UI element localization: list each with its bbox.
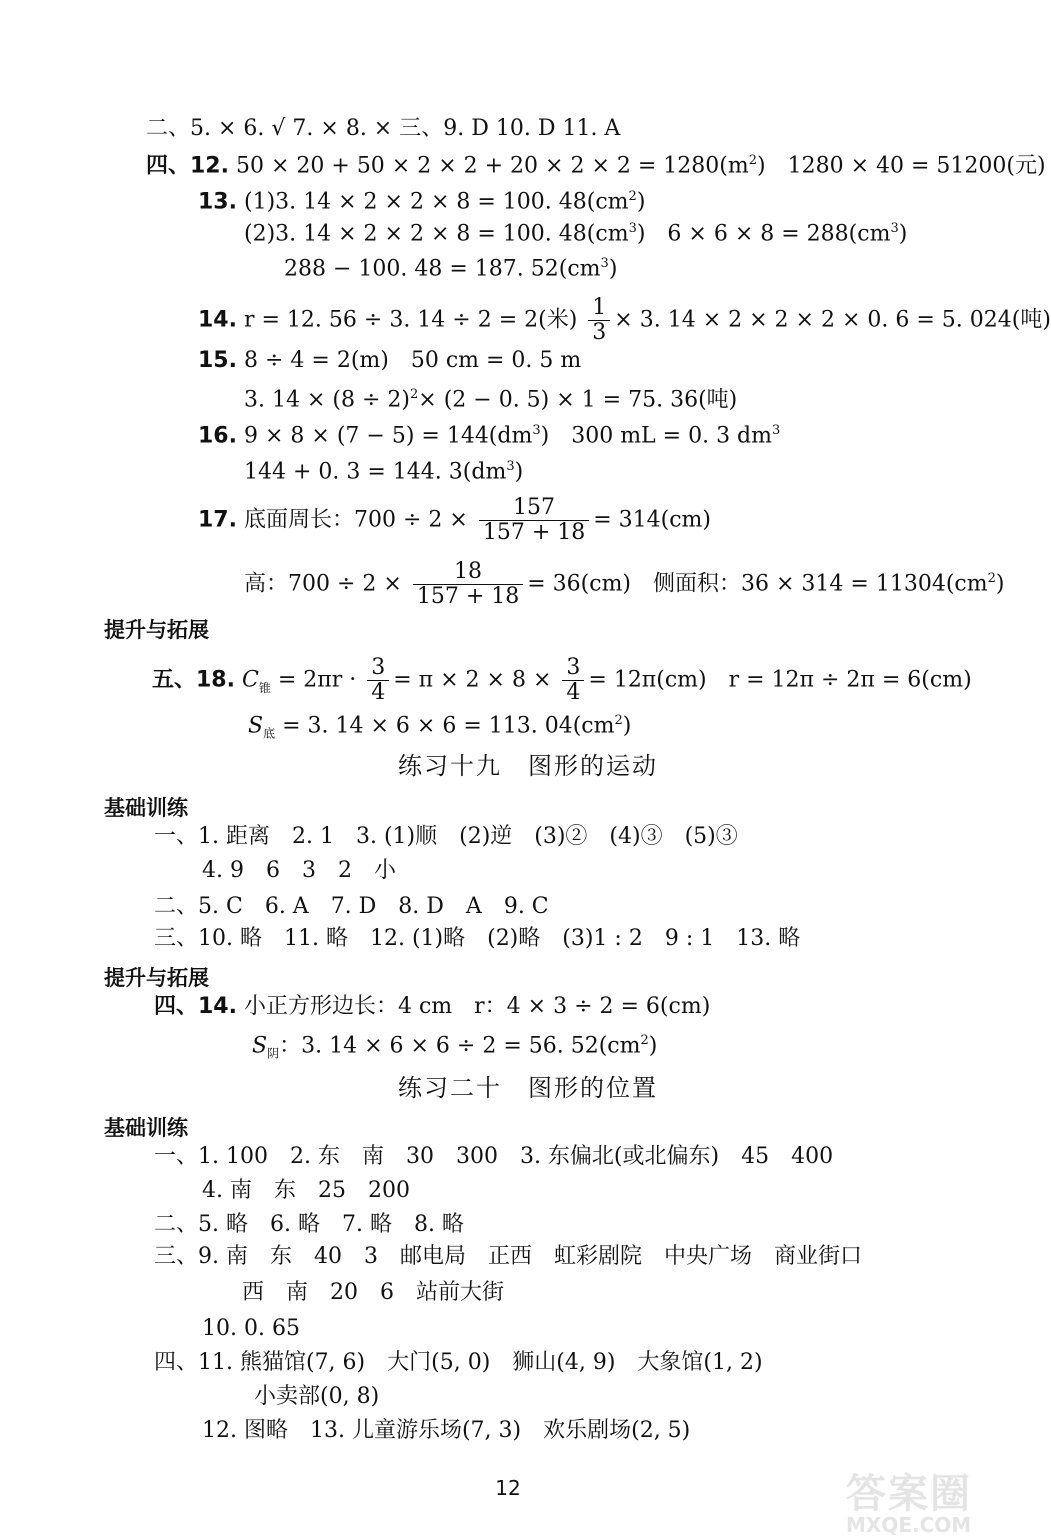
superscript: 2 <box>748 153 758 168</box>
answer-text: 高：700 ÷ 2 × <box>244 571 402 597</box>
superscript: 2 <box>409 387 419 402</box>
answer-text: = 36(cm) 侧面积：36 × 314 = 11304(cm <box>527 571 988 597</box>
denominator: 4 <box>566 680 581 705</box>
answer-text: × 3. 14 × 2 × 2 × 2 × 0. 6 = 5. 024(吨) <box>614 307 1051 333</box>
answer-line <box>198 496 711 545</box>
answer-text: = 3. 14 × 6 × 6 = 113. 04(cm <box>282 713 615 739</box>
answer-line <box>198 182 645 217</box>
answer-text: 小正方形边长：4 cm r：4 × 3 ÷ 2 = 6(cm) <box>243 994 711 1019</box>
section-heading: 基础训练 <box>104 796 188 820</box>
superscript: 3 <box>506 459 515 474</box>
answer-line: 10. 0. 65 <box>202 1316 300 1341</box>
subscript: 锥 <box>258 680 271 695</box>
answer-text: = 12π(cm) r = 12π ÷ 2π = 6(cm) <box>588 667 972 693</box>
answer-line <box>198 416 780 451</box>
math-variable: C <box>241 667 259 693</box>
answer-text: ：3. 14 × 6 × 6 ÷ 2 = 56. 52(cm <box>279 1033 641 1059</box>
math-variable: S <box>252 1033 268 1059</box>
answer-text: 底面周长：700 ÷ 2 × <box>243 507 468 533</box>
denominator: 157 + 18 <box>482 520 586 545</box>
fraction <box>479 496 589 545</box>
fraction <box>588 296 610 345</box>
answer-line <box>154 992 710 1022</box>
answer-line: 三、10. 略 11. 略 12. (1)略 (2)略 (3)1 : 2 9 : 1 13. 略 <box>154 926 801 951</box>
answer-line: 4. 9 6 3 2 小 <box>202 858 396 883</box>
answer-text: ) <box>608 256 618 282</box>
superscript: 3 <box>772 423 781 438</box>
denominator: 4 <box>371 680 386 705</box>
answer-text: ) <box>514 459 524 485</box>
section-heading: 提升与拓展 <box>104 618 209 642</box>
answer-line <box>248 706 631 749</box>
superscript: 2 <box>628 189 637 204</box>
superscript: 2 <box>640 1033 649 1048</box>
question-number: 15. <box>198 348 237 373</box>
answer-line: 小卖部(0, 8) <box>254 1384 380 1409</box>
answer-line: 四、11. 熊猫馆(7, 6) 大门(5, 0) 狮山(4, 9) 大象馆(1, 2) <box>154 1350 763 1375</box>
answer-text: 144 + 0. 3 = 144. 3(dm <box>244 459 507 485</box>
question-number: 13. <box>198 189 237 215</box>
answer-line: 三、9. 南 东 40 3 邮电局 正西 虹彩剧院 中央广场 商业街口 <box>154 1244 862 1269</box>
answer-line <box>244 452 523 487</box>
answer-text: ) <box>648 1033 658 1059</box>
subscript: 阴 <box>267 1046 280 1061</box>
answer-line <box>198 296 1051 345</box>
numerator: 3 <box>562 656 584 681</box>
answer-text: 288 − 100. 48 = 187. 52(cm <box>284 256 601 282</box>
question-number: 五、18. <box>152 667 235 693</box>
answer-line: 西 南 20 6 站前大街 <box>242 1280 504 1305</box>
answer-line <box>244 380 737 415</box>
watermark-url: MXQE.COM <box>846 1513 972 1537</box>
fraction <box>367 656 389 705</box>
question-number: 16. <box>198 423 237 449</box>
answer-text: ) <box>622 713 632 739</box>
answer-text: 50 × 20 + 50 × 2 × 2 + 20 × 2 × 2 = 1280(m <box>235 153 749 179</box>
answer-line <box>152 656 972 705</box>
answer-text: × (2 − 0. 5) × 1 = 75. 36(吨) <box>418 387 738 413</box>
answer-text: ) 6 × 6 × 8 = 288(cm <box>636 221 891 247</box>
answer-text: 8 ÷ 4 = 2(m) 50 cm = 0. 5 m <box>243 348 582 373</box>
math-variable: S <box>248 713 264 739</box>
answer-text: ) 1280 × 40 = 51200(元) <box>757 153 1046 179</box>
answer-line: 4. 南 东 25 200 <box>202 1178 410 1203</box>
answer-line: 12. 图略 13. 儿童游乐场(7, 3) 欢乐剧场(2, 5) <box>202 1418 691 1443</box>
watermark-logo: 答案圈 <box>846 1471 972 1517</box>
page-number: 12 <box>495 1476 521 1500</box>
fraction <box>413 560 523 609</box>
numerator: 18 <box>413 560 523 585</box>
answer-text: = π × 2 × 8 × <box>393 667 552 693</box>
answer-text: ) <box>898 221 908 247</box>
answer-text: = 2πr · <box>277 667 357 693</box>
superscript: 3 <box>890 221 899 236</box>
superscript: 3 <box>600 256 609 271</box>
subscript: 底 <box>263 726 276 741</box>
numerator: 3 <box>367 656 389 681</box>
answer-line <box>252 1026 657 1069</box>
answer-text: 9 × 8 × (7 − 5) = 144(dm <box>243 423 533 449</box>
fraction <box>562 656 584 705</box>
answer-text: (2)3. 14 × 2 × 2 × 8 = 100. 48(cm <box>244 221 629 247</box>
question-number: 14. <box>198 307 237 333</box>
superscript: 3 <box>532 423 541 438</box>
answer-text: ) <box>995 571 1005 597</box>
denominator: 157 + 18 <box>416 584 520 609</box>
answer-line <box>244 560 1004 609</box>
superscript: 3 <box>628 221 637 236</box>
question-number: 四、12. <box>146 153 229 179</box>
answer-line <box>244 214 907 249</box>
answer-line: 一、1. 100 2. 东 南 30 300 3. 东偏北(或北偏东) 45 400 <box>154 1144 834 1169</box>
section-heading: 基础训练 <box>104 1116 188 1140</box>
answer-line <box>198 346 581 376</box>
numerator: 1 <box>588 296 610 321</box>
watermark <box>846 1462 1006 1537</box>
question-number: 17. <box>198 507 237 533</box>
denominator: 3 <box>592 320 607 345</box>
superscript: 2 <box>987 571 996 587</box>
answer-text: r = 12. 56 ÷ 3. 14 ÷ 2 = 2(米) <box>243 307 578 333</box>
numerator: 157 <box>479 496 589 521</box>
answer-text: = 314(cm) <box>593 507 712 533</box>
answer-text: ) 300 mL = 0. 3 dm <box>540 423 773 449</box>
answer-line: 二、5. 略 6. 略 7. 略 8. 略 <box>154 1212 464 1237</box>
answer-line <box>146 146 1046 181</box>
exercise-title: 练习十九 图形的运动 <box>398 752 658 780</box>
exercise-title: 练习二十 图形的位置 <box>398 1074 658 1102</box>
question-number: 四、14. <box>154 994 237 1019</box>
answer-text: ) <box>636 189 646 215</box>
answer-line <box>284 249 617 284</box>
answer-text: (1)3. 14 × 2 × 2 × 8 = 100. 48(cm <box>243 189 629 215</box>
section-heading: 提升与拓展 <box>104 966 209 990</box>
answer-line: 二、5. C 6. A 7. D 8. D A 9. C <box>154 894 549 919</box>
answer-text: 3. 14 × (8 ÷ 2) <box>244 387 410 413</box>
superscript: 2 <box>614 713 623 728</box>
answer-line: 二、5. × 6. √ 7. × 8. × 三、9. D 10. D 11. A <box>146 116 621 141</box>
answer-line: 一、1. 距离 2. 1 3. (1)顺 (2)逆 (3)② (4)③ (5)③ <box>154 824 738 849</box>
